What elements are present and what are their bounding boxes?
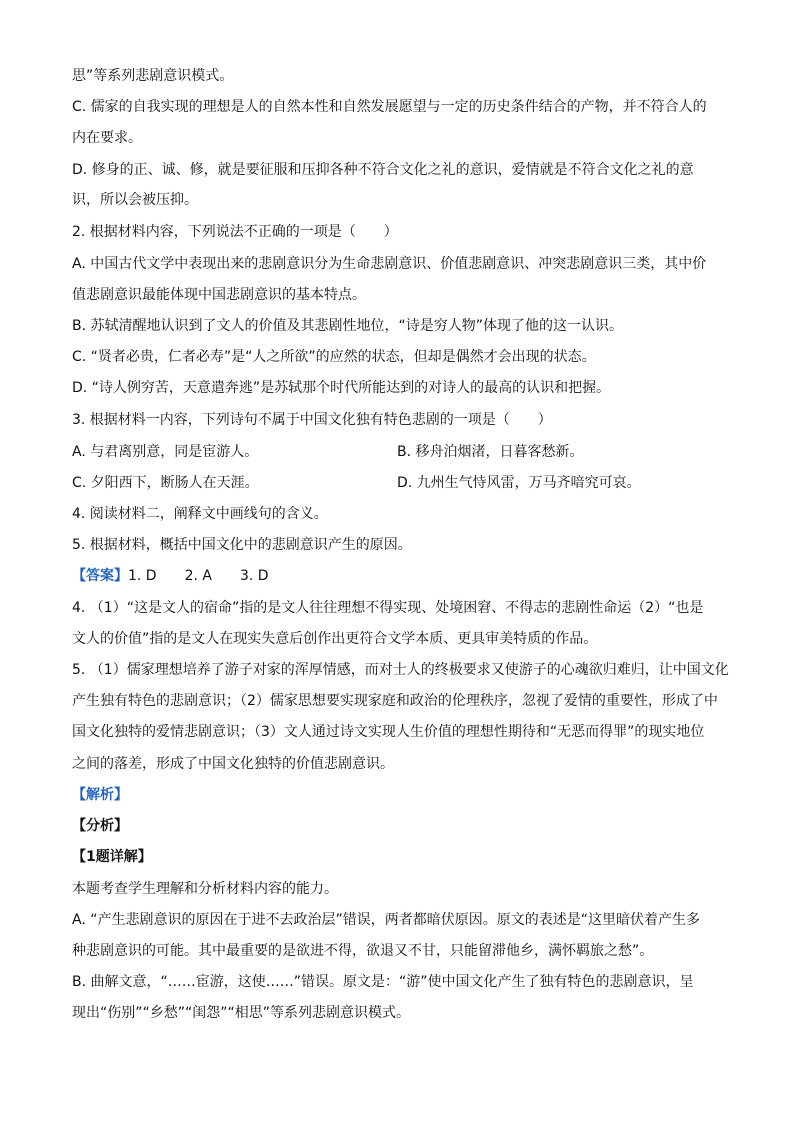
answer-label: 【答案】: [72, 568, 128, 584]
text-line: 识，所以会被压抑。: [72, 192, 198, 208]
option-a-line: A. 中国古代文学中表现出来的悲剧意识分为生命悲剧意识、价值悲剧意识、冲突悲剧意识三类，其中价: [72, 256, 707, 272]
text-line: 种悲剧意识的可能。其中最重要的是欲进不得，欲退又不甘，只能留滞他乡，满怀羁旅之愁”。: [72, 943, 654, 959]
text-line: 值悲剧意识最能体现中国悲剧意识的基本特点。: [72, 287, 366, 303]
explanation-a-line: A. “产生悲剧意识的原因在于进不去政治层”错误，两者都暗伏原因。原文的表述是“这里暗伏着产生多: [72, 912, 700, 928]
option-c-line: C. 儒家的自我实现的理想是人的自然本性和自然发展愿望与一定的历史条件结合的产物，并不符合人的: [72, 99, 707, 115]
option-d-line: D. “诗人例穷苦，天意遣奔逃”是苏轼那个时代所能达到的对诗人的最高的认识和把握。: [72, 380, 611, 396]
answer-values: 1. D 2. A 3. D: [128, 568, 269, 584]
text-line: 现出“伤别”“乡愁”“闺怨”“相思”等系列悲剧意识模式。: [72, 1005, 411, 1021]
answer-4-line: 4. （1）“这是文人的宿命”指的是文人往往理想不得实现、处境困窘、不得志的悲剧性命运（2）“也是: [72, 600, 704, 616]
detail-1-heading: 【1题详解】: [72, 849, 152, 865]
answer-5-line: 5. （1）儒家理想培养了游子对家的浑厚情感，而对士人的终极要求又使游子的心魂欲归难归，让中国文化: [72, 662, 729, 678]
analysis-heading: 【解析】: [72, 787, 128, 803]
question-2: 2. 根据材料内容，下列说法不正确的一项是（ ）: [72, 224, 398, 240]
text-line: 国文化独特的爱情悲剧意识；（3）文人通过诗文实现人生价值的理想性期待和“无恶而得罪”的现实地位: [72, 724, 705, 740]
fenxi-heading: 【分析】: [72, 818, 128, 834]
text-line: 思”等系列悲剧意识模式。: [72, 68, 234, 84]
text-line: 本题考查学生理解和分析材料内容的能力。: [72, 881, 338, 897]
text-line: 产生独有特色的悲剧意识；（2）儒家思想要实现家庭和政治的伦理秩序，忽视了爱情的重要性，形成了中: [72, 693, 718, 709]
option-d-line: D. 修身的正、诚、修，就是要征服和压抑各种不符合文化之礼的意识，爱情就是不符合文化之礼的意: [72, 162, 694, 178]
option-c-line: C. “贤者必贵，仁者必寿”是“人之所欲”的应然的状态，但却是偶然才会出现的状态。: [72, 349, 596, 365]
answer-line: [72, 566, 269, 586]
question-4: 4. 阅读材料二，阐释文中画线句的含义。: [72, 506, 328, 522]
explanation-b-line: B. 曲解文意，“……宦游，这使……”错误。原文是：“游”使中国文化产生了独有特色的悲剧意识，呈: [72, 974, 694, 990]
option-a: A. 与君离别意，同是宦游人。: [72, 444, 259, 460]
question-5: 5. 根据材料，概括中国文化中的悲剧意识产生的原因。: [72, 537, 412, 553]
question-3: 3. 根据材料一内容，下列诗句不属于中国文化独有特色悲剧的一项是（ ）: [72, 412, 552, 428]
option-b: B. 移舟泊烟渚，日暮客愁新。: [397, 444, 584, 460]
option-b-line: B. 苏轼清醒地认识到了文人的价值及其悲剧性地位，“诗是穷人物”体现了他的这一认识。: [72, 318, 624, 334]
text-line: 内在要求。: [72, 130, 142, 146]
option-d: D. 九州生气恃风雷，万马齐喑究可哀。: [397, 475, 641, 491]
text-line: 之间的落差，形成了中国文化独特的价值悲剧意识。: [72, 756, 394, 772]
text-line: 文人的价值”指的是文人在现实失意后创作出更符合文学本质、更具审美特质的作品。: [72, 631, 598, 647]
option-c: C. 夕阳西下，断肠人在天涯。: [72, 475, 259, 491]
